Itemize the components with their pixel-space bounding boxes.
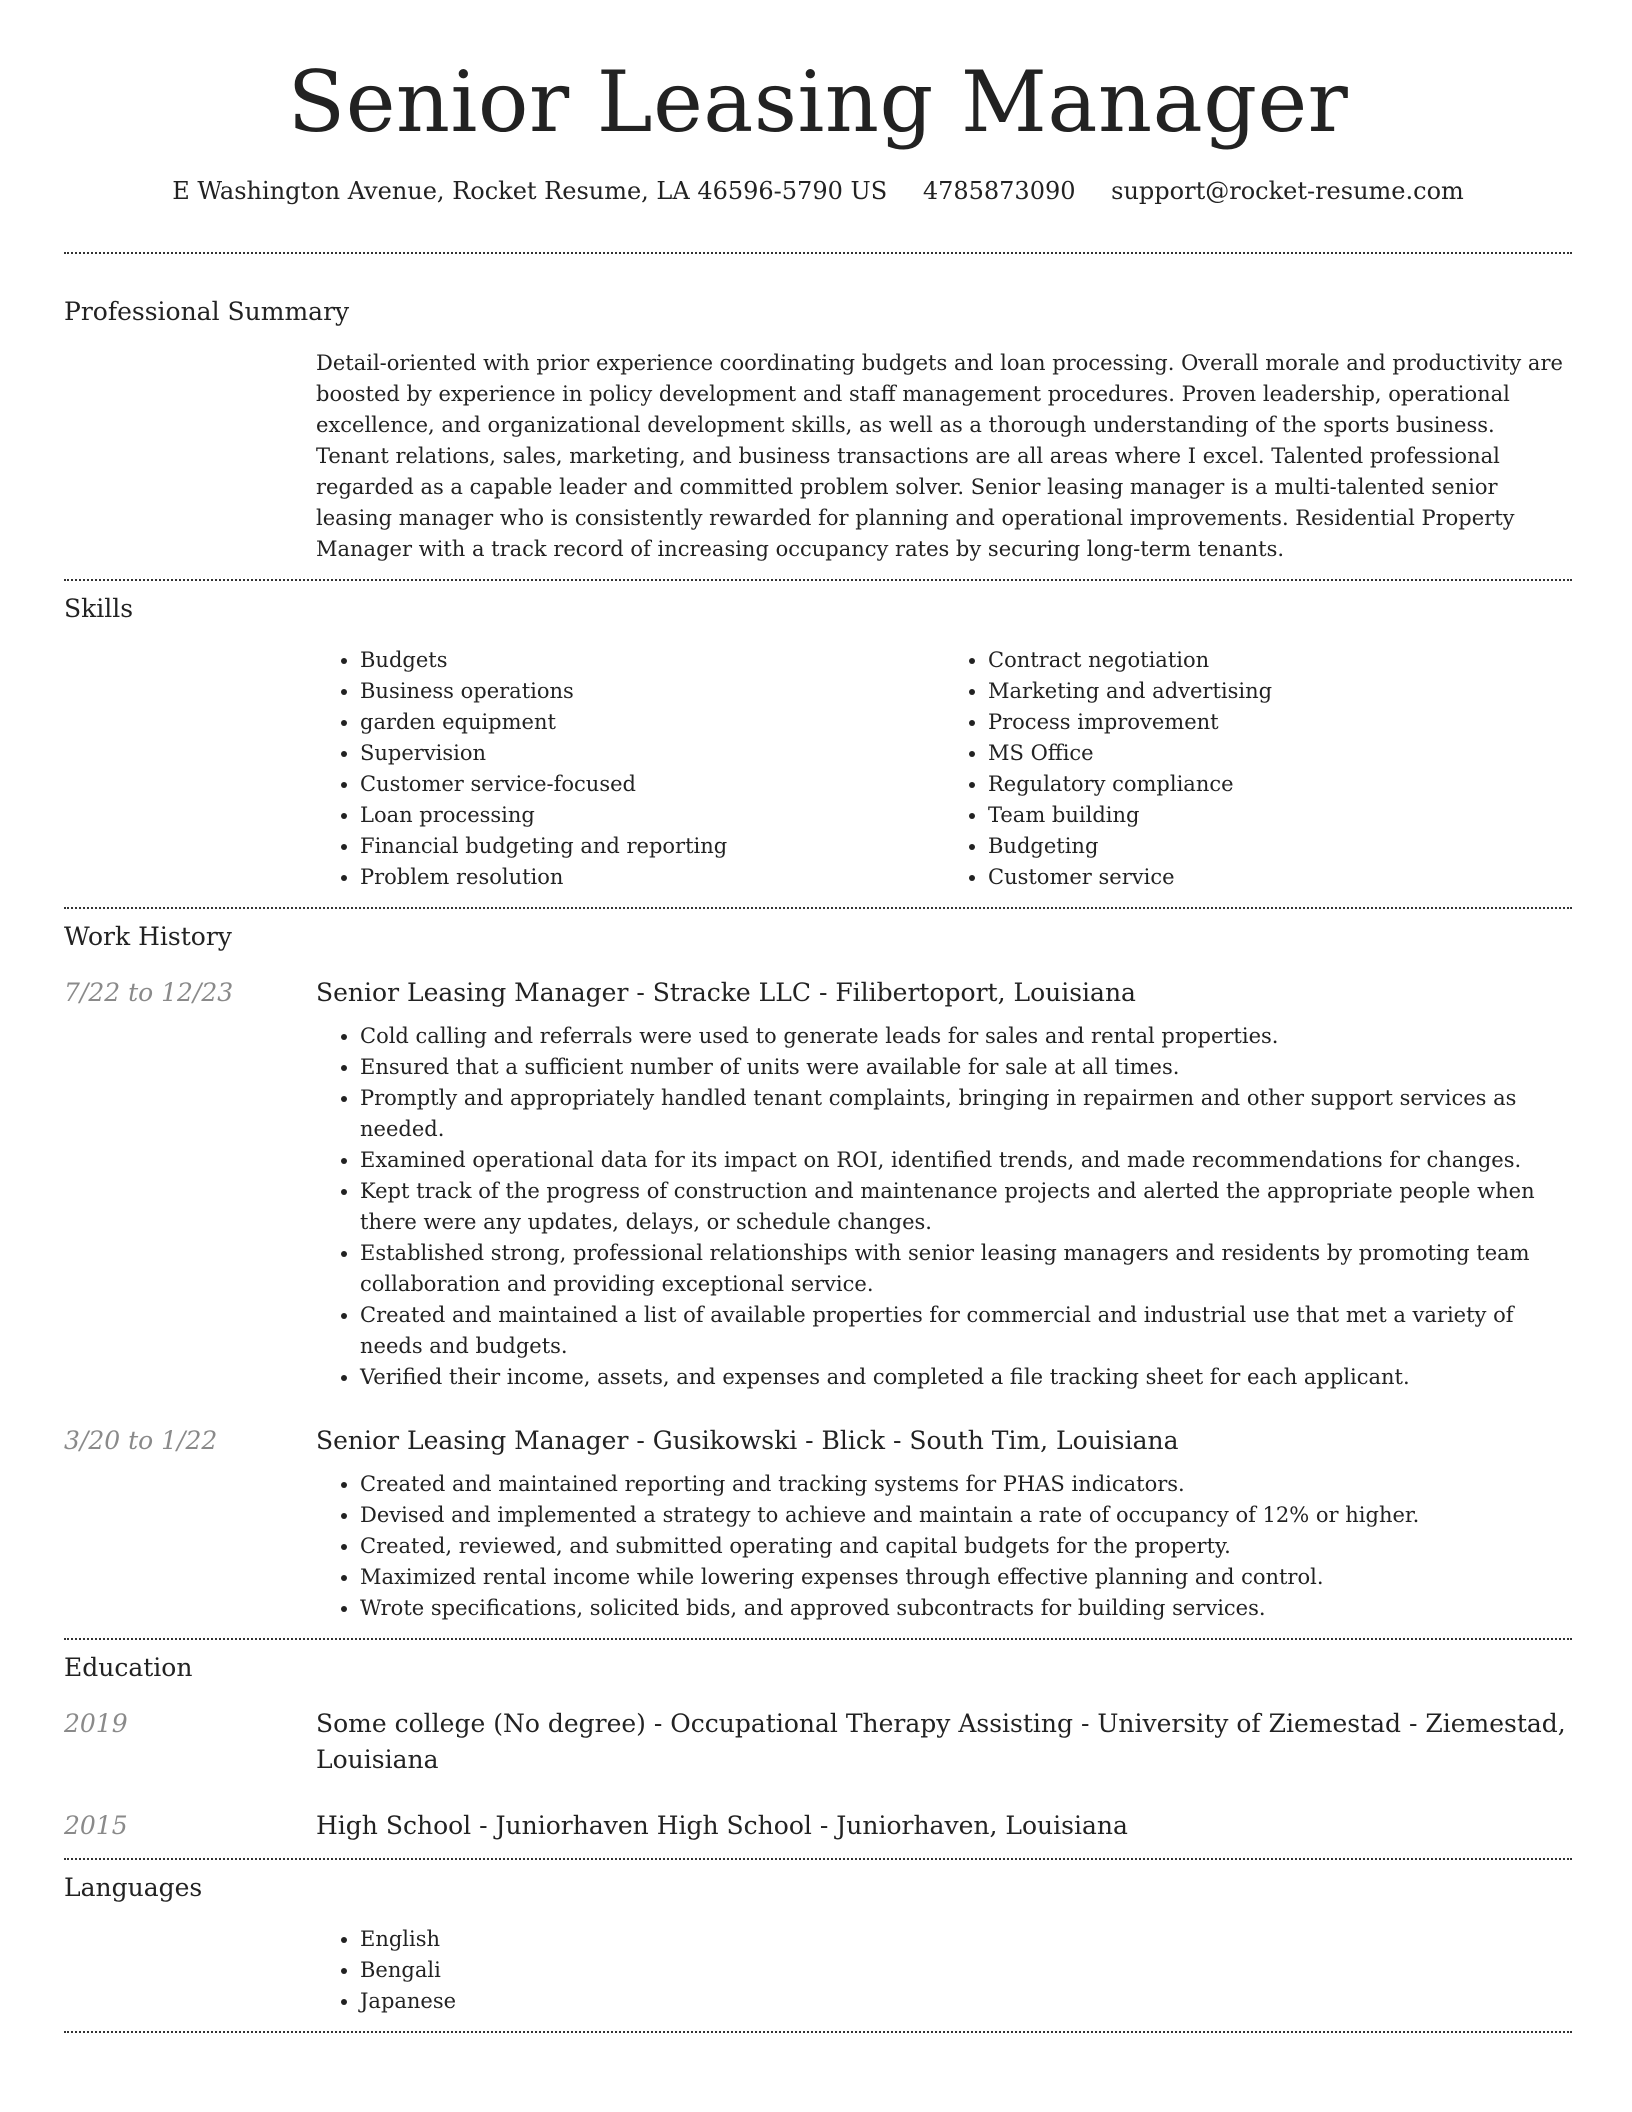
divider (64, 2031, 1572, 2033)
section-title: Work History (64, 922, 232, 951)
job-date: 7/22 to 12/23 (64, 978, 234, 1007)
languages-body (316, 1924, 1572, 2017)
list-item: • Loan processing (360, 800, 944, 831)
summary-text: Detail-oriented with prior experience coordinating budgets and loan processing. Overall morale and productivity are boosted by experience in policy development and staff management procedures. Proven leadership, operational excellence, and organizational development skills, as well as a thorough understanding of the sports business. Tenant relations, sales, marketing, and business transactions are all areas where I excel. Talented professional regarded as a capable leader and committed problem solver. Senior leasing manager is a multi-talented senior leasing manager who is consistently rewarded for planning and operational improvements. Residential Property Manager with a track record of increasing occupancy rates by securing long-term tenants. (316, 351, 1563, 561)
list-item: • Created and maintained reporting and tracking systems for PHAS indicators. (360, 1469, 1572, 1500)
education-section (64, 1640, 1572, 1844)
skills-section (64, 581, 1572, 893)
education-date: 2019 (64, 1709, 128, 1738)
resume-name: Senior Leasing Manager (287, 53, 1349, 151)
contact-line (64, 176, 1572, 206)
list-item: • Japanese (360, 1986, 1572, 2017)
list-item: • Budgets (360, 645, 944, 676)
languages-section (64, 1860, 1572, 2017)
list-item: • Business operations (360, 676, 944, 707)
education-body (316, 1706, 1572, 1778)
list-item: • Regulatory compliance (988, 769, 1572, 800)
section-title: Education (64, 1653, 193, 1682)
list-item: • Verified their income, assets, and expenses and completed a file tracking sheet for each applicant. (360, 1362, 1572, 1393)
education-entry (64, 1808, 1572, 1844)
section-title: Skills (64, 594, 134, 623)
list-item: • Maximized rental income while lowering expenses through effective planning and control. (360, 1562, 1572, 1593)
contact-phone: 4785873090 (922, 177, 1076, 205)
job-bullets (316, 1469, 1572, 1624)
contact-address: E Washington Avenue, Rocket Resume, LA 46596-5790 US (172, 177, 888, 205)
list-item: • Financial budgeting and reporting (360, 831, 944, 862)
job-date: 3/20 to 1/22 (64, 1426, 218, 1455)
skills-grid (316, 645, 1572, 893)
section-title: Languages (64, 1873, 203, 1902)
skills-list-right (944, 645, 1572, 893)
list-item: • Wrote specifications, solicited bids, and approved subcontracts for building services. (360, 1593, 1572, 1624)
job-entry (64, 1423, 1572, 1624)
education-title: Some college (No degree) - Occupational Therapy Assisting - University of Ziemestad - Ziemestad, Louisiana (316, 1709, 1566, 1774)
list-item: • Process improvement (988, 707, 1572, 738)
list-item: • MS Office (988, 738, 1572, 769)
list-item: • Cold calling and referrals were used to generate leads for sales and rental properties. (360, 1021, 1572, 1052)
job-title: Senior Leasing Manager - Stracke LLC - Filibertoport, Louisiana (316, 978, 1136, 1007)
list-item: • Customer service-focused (360, 769, 944, 800)
job-body (316, 1423, 1572, 1624)
list-item: • garden equipment (360, 707, 944, 738)
list-item: • Customer service (988, 862, 1572, 893)
job-entry (64, 975, 1572, 1393)
job-body (316, 975, 1572, 1393)
list-item: • Examined operational data for its impact on ROI, identified trends, and made recommendations for changes. (360, 1145, 1572, 1176)
list-item: • Contract negotiation (988, 645, 1572, 676)
job-bullets (316, 1021, 1572, 1393)
education-entry (64, 1706, 1572, 1778)
list-item: • Promptly and appropriately handled tenant complaints, bringing in repairmen and other support services as needed. (360, 1083, 1572, 1145)
list-item: • Problem resolution (360, 862, 944, 893)
list-item: • Supervision (360, 738, 944, 769)
list-item: • Bengali (360, 1955, 1572, 1986)
list-item: • Devised and implemented a strategy to achieve and maintain a rate of occupancy of 12% or higher. (360, 1500, 1572, 1531)
list-item: • Established strong, professional relationships with senior leasing managers and residents by promoting team collaboration and providing exceptional service. (360, 1238, 1572, 1300)
list-item: • English (360, 1924, 1572, 1955)
list-item: • Budgeting (988, 831, 1572, 862)
work-section (64, 909, 1572, 1624)
list-item: • Created and maintained a list of available properties for commercial and industrial use that met a variety of needs and budgets. (360, 1300, 1572, 1362)
list-item: • Ensured that a sufficient number of units were available for sale at all times. (360, 1052, 1572, 1083)
languages-list (316, 1924, 1572, 2017)
contact-email: support@rocket-resume.com (1111, 177, 1464, 205)
list-item: • Kept track of the progress of construction and maintenance projects and alerted the appropriate people when there were any updates, delays, or schedule changes. (360, 1176, 1572, 1238)
education-body (316, 1808, 1572, 1844)
resume-page (64, 0, 1572, 2033)
list-item: • Created, reviewed, and submitted operating and capital budgets for the property. (360, 1531, 1572, 1562)
education-title: High School - Juniorhaven High School - Juniorhaven, Louisiana (316, 1811, 1128, 1840)
job-title: Senior Leasing Manager - Gusikowski - Blick - South Tim, Louisiana (316, 1426, 1179, 1455)
summary-section (64, 254, 1572, 565)
summary-body (316, 348, 1572, 565)
section-title: Professional Summary (64, 297, 350, 326)
education-date: 2015 (64, 1811, 128, 1840)
skills-list-left (316, 645, 944, 893)
list-item: • Marketing and advertising (988, 676, 1572, 707)
list-item: • Team building (988, 800, 1572, 831)
